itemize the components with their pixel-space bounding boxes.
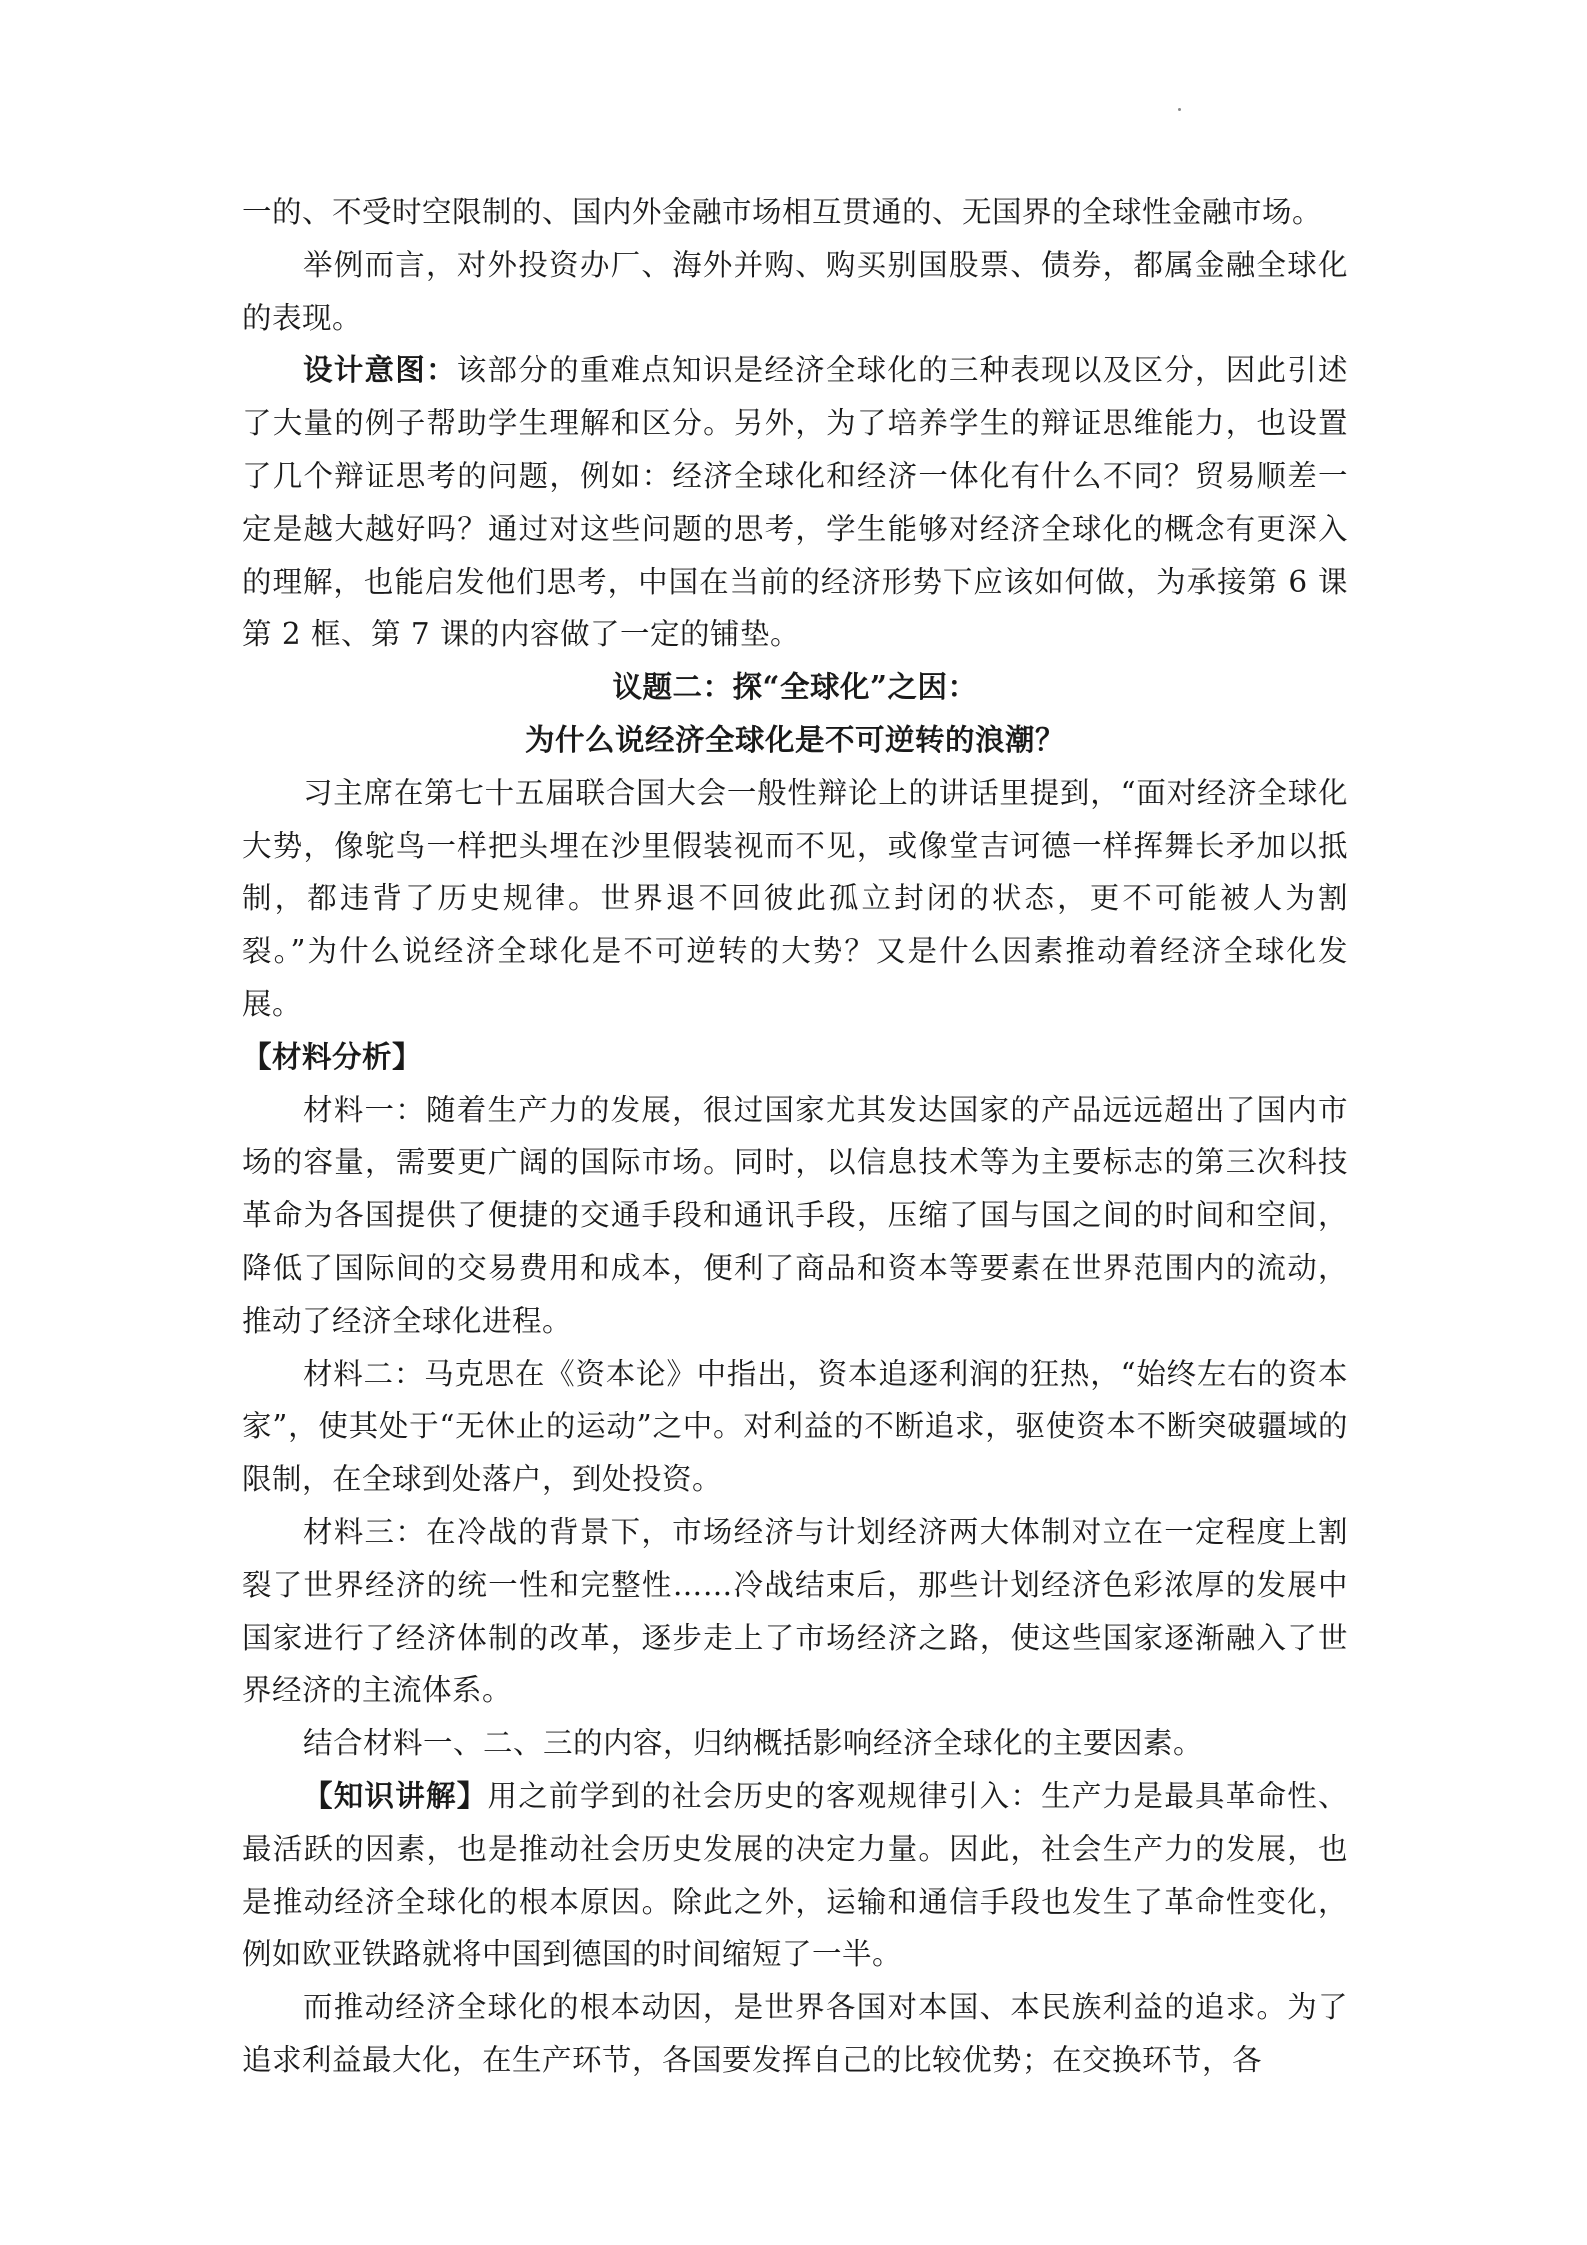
topic-heading-1: 议题二：探“全球化”之因： bbox=[612, 669, 978, 705]
knowledge-label: 【知识讲解】 bbox=[303, 1777, 488, 1813]
design-intent-label: 设计意图： bbox=[303, 352, 457, 388]
paragraph-knowledge bbox=[242, 1770, 1348, 1981]
paragraph-task: 结合材料一、二、三的内容，归纳概括影响经济全球化的主要因素。 bbox=[303, 1726, 1204, 1761]
document-page bbox=[242, 186, 1348, 2087]
section-title-material-analysis: 【材料分析】 bbox=[242, 1038, 423, 1074]
paragraph-design-intent bbox=[242, 344, 1348, 661]
paragraph-material-1: 材料一：随着生产力的发展，很过国家尤其发达国家的产品远远超出了国内市场的容量，需要更广阔的国际市场。同时，以信息技术等为主要标志的第三次科技革命为各国提供了便捷的交通手段和通讯手段，压缩了国与国之间的时间和空间，降低了国际间的交易费用和成本，便利了商品和资本等要素在世界范围内的流动，推动了经济全球化进程。 bbox=[242, 1092, 1348, 1338]
paragraph-speech-quote: 习主席在第七十五届联合国大会一般性辩论上的讲话里提到，“面对经济全球化大势，像鸵鸟一样把头埋在沙里假装视而不见，或像堂吉诃德一样挥舞长矛加以抵制，都违背了历史规律。世界退不回彼此孤立封闭的状态，更不可能被人为割裂。”为什么说经济全球化是不可逆转的大势？又是什么因素推动着经济全球化发展。 bbox=[242, 775, 1348, 1021]
knowledge-text: 用之前学到的社会历史的客观规律引入：生产力是最具革命性、最活跃的因素，也是推动社会历史发展的决定力量。因此，社会生产力的发展，也是推动经济全球化的根本原因。除此之外，运输和通信手段也发生了革命性变化，例如欧亚铁路就将中国到德国的时间缩短了一半。 bbox=[242, 1778, 1348, 1972]
topic-heading-2: 为什么说经济全球化是不可逆转的浪潮？ bbox=[524, 721, 1065, 757]
paragraph-material-2: 材料二：马克思在《资本论》中指出，资本追逐利润的狂热，“始终左右的资本家”，使其处于“无休止的运动”之中。对利益的不断追求，驱使资本不断突破疆域的限制，在全球到处落户，到处投资。 bbox=[242, 1356, 1348, 1497]
paragraph-financial-market: 一的、不受时空限制的、国内外金融市场相互贯通的、无国界的全球性金融市场。 bbox=[242, 195, 1323, 229]
paragraph-material-3: 材料三：在冷战的背景下，市场经济与计划经济两大体制对立在一定程度上割裂了世界经济的统一性和完整性……冷战结束后，那些计划经济色彩浓厚的发展中国家进行了经济体制的改革，逐步走上了市场经济之路，使这些国家逐渐融入了世界经济的主流体系。 bbox=[242, 1514, 1348, 1708]
corner-dot bbox=[1178, 108, 1181, 111]
paragraph-motive: 而推动经济全球化的根本动因，是世界各国对本国、本民族利益的追求。为了追求利益最大化，在生产环节，各国要发挥自己的比较优势；在交换环节，各 bbox=[242, 1990, 1348, 2077]
design-intent-text: 该部分的重难点知识是经济全球化的三种表现以及区分，因此引述了大量的例子帮助学生理解和区分。另外，为了培养学生的辩证思维能力，也设置了几个辩证思考的问题，例如：经济全球化和经济一体化有什么不同？贸易顺差一定是越大越好吗？通过对这些问题的思考，学生能够对经济全球化的概念有更深入的理解，也能启发他们思考，中国在当前的经济形势下应该如何做，为承接第 6 课第 2 框、第 7 课的内容做了一定的铺垫。 bbox=[242, 353, 1348, 652]
paragraph-example: 举例而言，对外投资办厂、海外并购、购买别国股票、债券，都属金融全球化的表现。 bbox=[242, 247, 1348, 335]
